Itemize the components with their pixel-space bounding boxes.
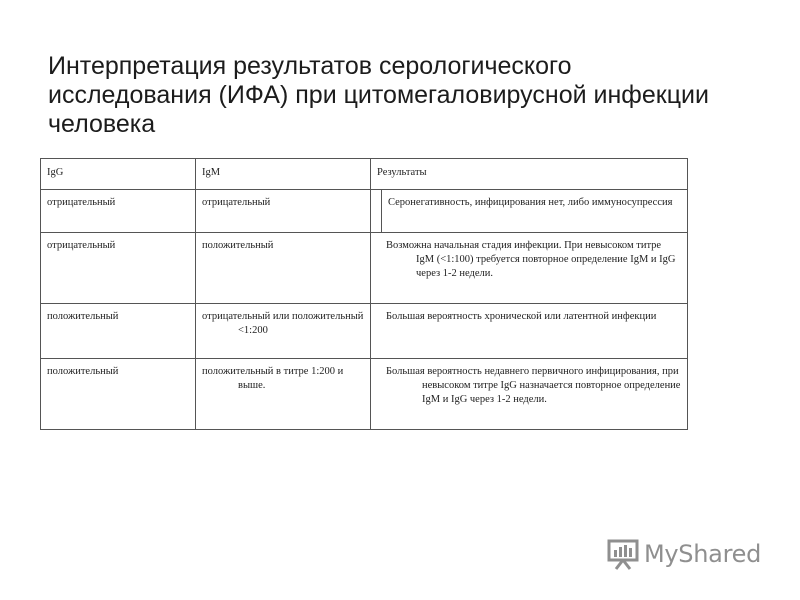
cell-igm [196, 359, 371, 430]
cell-igm: положительный [196, 233, 371, 304]
igm-text: положительный в титре 1:200 и выше. [202, 366, 344, 391]
header-results: Результаты [371, 159, 688, 190]
cell-result [371, 359, 688, 430]
table-row [41, 190, 688, 233]
cell-igg: положительный [41, 304, 196, 359]
header-igg: IgG [41, 159, 196, 190]
cell-result [371, 304, 688, 359]
table-header-row [41, 159, 688, 190]
cell-igg: положительный [41, 359, 196, 430]
table-row [41, 359, 688, 430]
result-text: Возможна начальная стадия инфекции. При невысоком титре IgM (<1:100) требуется повторное определение IgM и IgG через 1-2 недели. [386, 240, 676, 279]
header-igm: IgM [196, 159, 371, 190]
cell-spacer [371, 190, 382, 233]
igm-text: отрицательный или положительный <1:200 [202, 311, 364, 336]
cell-igm: отрицательный [196, 190, 371, 233]
slide-title: Интерпретация результатов серологического исследования (ИФА) при цитомегаловирусной инфекции человека [48, 52, 709, 138]
watermark-logo [606, 536, 761, 572]
cell-result [371, 233, 688, 304]
watermark-text: MyShared [644, 540, 762, 568]
result-text: Серонегативность, инфицирования нет, либо иммуносупрессия [388, 197, 673, 208]
presentation-board-icon [606, 537, 640, 571]
result-text: Большая вероятность хронической или латентной инфекции [386, 311, 657, 322]
table-row [41, 233, 688, 304]
cell-result [382, 190, 688, 233]
results-table [40, 158, 688, 430]
cell-igm [196, 304, 371, 359]
table-row [41, 304, 688, 359]
result-text: Большая вероятность недавнего первичного инфицирования, при невысоком титре IgG назначается повторное определение IgM и IgG через 1-2 недели. [386, 366, 681, 405]
cell-igg: отрицательный [41, 233, 196, 304]
cell-igg: отрицательный [41, 190, 196, 233]
